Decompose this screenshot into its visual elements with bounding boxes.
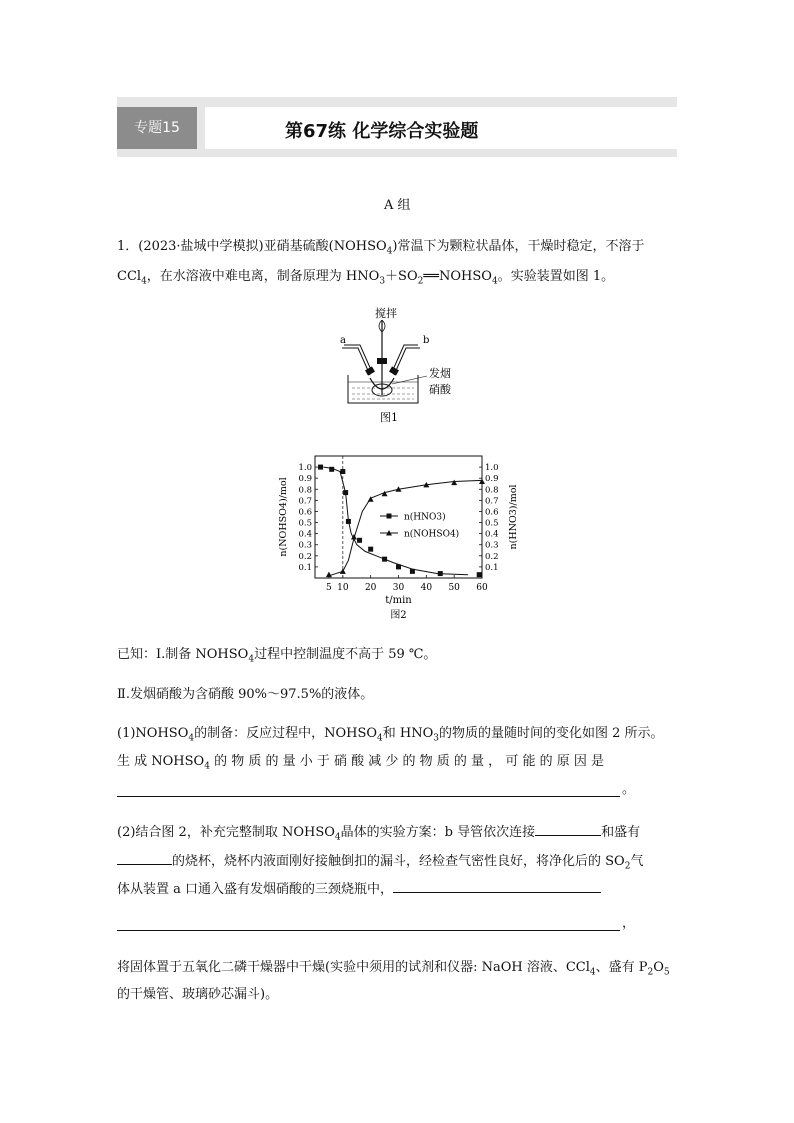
- y-tick-label-left: 0.4: [298, 529, 312, 540]
- y-axis-label-left: n(NOHSO4)/mol: [278, 477, 289, 557]
- page-title: 第67练 化学综合实验题: [285, 121, 479, 142]
- subscript: 4: [386, 246, 393, 257]
- point-hno3: [318, 465, 323, 470]
- part2-text: 气: [630, 854, 644, 869]
- part1-text: 的制备：反应过程中，NOHSO: [194, 726, 378, 741]
- part2-text: 和盛有: [601, 825, 641, 840]
- part2-text: 将固体置于五氧化二磷干燥器中干燥(实验中须用的试剂和仪器: NaOH 溶液、CCl: [117, 960, 590, 975]
- subscript: 4: [204, 761, 210, 772]
- x-tick-label: 60: [476, 583, 488, 593]
- y-axis-label-right: n(HNO3)/mol: [508, 484, 519, 550]
- known-text: 过程中控制温度不高于 59 ℃。: [254, 647, 437, 662]
- q1-text: )常温下为颗粒状晶体，干燥时稳定，不溶于: [392, 239, 645, 254]
- q1-text: 。实验装置如图 1。: [497, 269, 615, 284]
- point-hno3: [396, 564, 401, 569]
- answer-blank-3[interactable]: [117, 850, 172, 865]
- y-tick-label-right: 0.7: [485, 496, 499, 507]
- y-tick-label-left: 0.6: [298, 507, 312, 518]
- y-tick-label-left: 0.7: [298, 496, 312, 507]
- legend-label-nohso4: n(NOHSO4): [404, 529, 460, 540]
- part2-line-1: [117, 821, 640, 848]
- q1-text: 1．(2023·盐城中学模拟)亚硝基硫酸(NOHSO: [117, 239, 387, 254]
- part2-line-6: 的干燥管、玻璃砂芯漏斗)。: [117, 987, 279, 1002]
- answer-blank-5[interactable]: [117, 930, 620, 931]
- y-tick-label-left: 0.8: [298, 485, 312, 496]
- known-text: 已知：Ⅰ.制备 NOHSO: [117, 647, 249, 662]
- topic-tab-label: 专题15: [134, 120, 180, 136]
- part1-line-2: [117, 752, 604, 777]
- q1-text: ══NOHSO: [423, 269, 492, 284]
- subscript: 3: [433, 733, 440, 744]
- y-tick-label-left: 0.2: [298, 551, 312, 562]
- point-hno3: [346, 519, 351, 524]
- subscript: 5: [663, 967, 670, 978]
- point-hno3: [368, 547, 373, 552]
- part2-text: (2)结合图 2，补充完整制取 NOHSO: [117, 825, 335, 840]
- x-tick-label: 40: [420, 583, 433, 593]
- y-tick-label-right: 0.1: [485, 562, 499, 573]
- subscript: 4: [141, 276, 147, 287]
- point-hno3: [477, 572, 482, 577]
- subscript: 4: [188, 733, 195, 744]
- point-hno3: [329, 467, 334, 472]
- stir-label: 搅拌: [375, 307, 397, 320]
- tube-a-label: a: [340, 335, 346, 346]
- point-hno3: [438, 571, 443, 576]
- point-hno3: [343, 490, 348, 495]
- q1-line-1: [117, 237, 644, 262]
- part1-text: 的 物 质 的 量 小 于 硝 酸 减 少 的 物 质 的 量 ， 可 能 的 原 因 是: [209, 754, 604, 769]
- subscript: 4: [248, 654, 255, 665]
- subscript: 4: [589, 967, 596, 978]
- group-title: A 组: [384, 198, 411, 213]
- answer-blank-2[interactable]: [535, 821, 601, 836]
- y-tick-label-right: 0.5: [485, 518, 499, 529]
- figure-2-caption: 图2: [390, 610, 407, 621]
- y-tick-label-left: 0.5: [298, 518, 312, 529]
- y-tick-label-right: 0.8: [485, 485, 499, 496]
- point-hno3: [357, 538, 362, 543]
- series-line-hno3: [323, 467, 468, 575]
- part2-text: O: [653, 960, 664, 975]
- subscript: 4: [334, 832, 341, 843]
- part2-text: 晶体的实验方案：b 导管依次连接: [340, 825, 536, 840]
- part1-text: 和 HNO: [382, 726, 434, 741]
- answer-blank-4[interactable]: [393, 878, 601, 893]
- answer-blank-1[interactable]: [117, 796, 620, 797]
- point-nohso4: [451, 480, 457, 486]
- subscript: 2: [624, 861, 631, 872]
- known-line-1: [117, 645, 436, 670]
- point-hno3: [340, 469, 345, 474]
- y-tick-label-right: 0.3: [485, 540, 499, 551]
- figure-1-apparatus: [330, 300, 470, 425]
- liquid-pointer: [392, 376, 427, 384]
- y-tick-label-right: 0.9: [485, 474, 499, 485]
- stopper-center: [377, 358, 387, 364]
- liquid-label: 硝酸: [429, 383, 451, 396]
- part2-text: 的烧杯，烧杯内液面刚好接触倒扣的漏斗，经检查气密性良好，将净化后的 SO: [172, 854, 625, 869]
- point-nohso4: [326, 572, 332, 578]
- q1-text: CCl: [117, 269, 142, 284]
- topic-tab: [117, 107, 197, 149]
- x-tick-label: 10: [337, 583, 349, 593]
- part2-line-5: [117, 958, 670, 983]
- x-axis-label: t/min: [385, 595, 412, 606]
- point-hno3: [410, 569, 415, 574]
- part1-line-1: [117, 724, 664, 749]
- series-line-nohso4: [329, 480, 482, 575]
- part1-text: (1)NOHSO: [117, 726, 189, 741]
- y-tick-label-right: 0.2: [485, 551, 499, 562]
- y-tick-label-right: 0.4: [485, 529, 499, 540]
- point-nohso4: [340, 568, 346, 574]
- part1-text: 生 成 NOHSO: [117, 754, 205, 769]
- plot-frame: [315, 456, 482, 578]
- point-hno3: [382, 557, 387, 562]
- subscript: 4: [377, 733, 383, 744]
- subscript: 2: [647, 967, 654, 978]
- part2-text: 、盛有 P: [595, 960, 648, 975]
- x-tick-label: 30: [392, 583, 405, 593]
- y-tick-label-right: 0.6: [485, 507, 499, 518]
- part2-text: 体从装置 a 口通入盛有发烟硝酸的三颈烧瓶中，: [117, 882, 394, 897]
- y-tick-label-left: 0.3: [298, 540, 312, 551]
- q1-text: ＋SO: [385, 269, 418, 284]
- part1-text: 的物质的量随时间的变化如图 2 所示。: [439, 726, 664, 741]
- y-tick-label-right: 1.0: [485, 463, 499, 474]
- known-line-2: Ⅱ.发烟硝酸为含硝酸 90%～97.5%的液体。: [117, 687, 374, 702]
- part2-line-2: [117, 850, 643, 877]
- part2-line-4-punct: ，: [622, 916, 636, 931]
- y-tick-label-left: 0.1: [298, 562, 312, 573]
- y-tick-label-left: 0.9: [298, 474, 312, 485]
- x-tick-label: 50: [448, 583, 460, 593]
- tube-b-label: b: [423, 335, 430, 346]
- part2-line-3: [117, 878, 601, 900]
- figure-2-chart: [270, 448, 530, 623]
- x-tick-label: 5: [326, 583, 332, 593]
- part1-end-punct: 。: [622, 782, 636, 797]
- figure-1-caption: 图1: [380, 411, 398, 424]
- q1-line-2: [117, 267, 614, 292]
- legend-marker-hno3: [387, 514, 392, 519]
- subscript: 3: [379, 276, 386, 287]
- subscript: 2: [417, 276, 424, 287]
- q1-text: ，在水溶液中难电离，制备原理为 HNO: [146, 269, 380, 284]
- liquid-label: 发烟: [429, 367, 451, 380]
- x-tick-label: 20: [364, 583, 377, 593]
- legend-label-hno3: n(HNO3): [404, 512, 446, 523]
- subscript: 4: [491, 276, 498, 287]
- y-tick-label-left: 1.0: [298, 463, 312, 474]
